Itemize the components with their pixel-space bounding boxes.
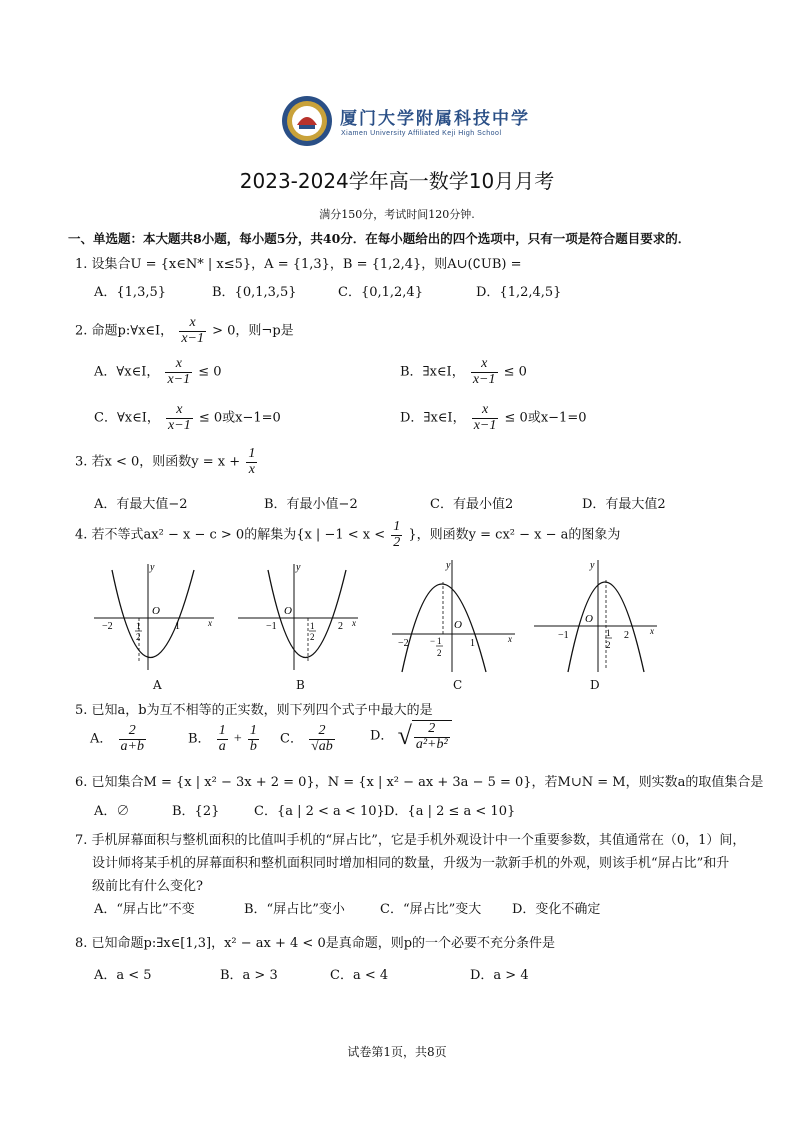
fraction-denominator: 2 <box>393 534 401 550</box>
fraction-numerator: 1 <box>248 446 256 461</box>
question-number: 1. <box>75 257 88 272</box>
question-number: 3. <box>75 454 88 470</box>
svg-text:O: O <box>585 613 593 625</box>
fraction-denominator: x−1 <box>472 371 496 387</box>
option-a: A．“屏占比”不变 <box>94 902 195 917</box>
svg-text:2: 2 <box>624 630 629 641</box>
option-c: C．a < 4 <box>330 968 389 983</box>
section-heading: 一、单选题：本大题共8小题，每小题5分，共40分．在每小题给出的四个选项中，只有一项是符合题目要求的． <box>68 231 691 246</box>
graph-b <box>236 560 366 675</box>
svg-text:x: x <box>508 634 512 644</box>
option-b: B．“屏占比”变小 <box>244 902 345 917</box>
fraction-denominator: x−1 <box>168 417 191 433</box>
option-b: B．{0,1,3,5} <box>212 285 297 300</box>
option-label: C．∀x∈I， <box>94 410 160 426</box>
graph-label-b: B <box>296 678 305 692</box>
svg-text:O: O <box>152 605 160 617</box>
fraction <box>309 724 335 754</box>
fraction-denominator: x−1 <box>167 371 191 387</box>
graph-a <box>92 560 222 675</box>
option-d: D．有最大值2 <box>582 497 666 512</box>
svg-text:−2: −2 <box>398 638 409 649</box>
sqrt-content <box>412 720 452 752</box>
option-c: C．{a | 2 < a < 10} <box>254 804 385 819</box>
svg-text:1: 1 <box>136 621 141 631</box>
question-stem-suffix: }，则函数y = cx² − x − a的图象为 <box>408 527 621 543</box>
sqrt-sign: √ <box>397 721 412 751</box>
question-5 <box>75 699 433 718</box>
option-label: D．∃x∈I， <box>400 410 466 426</box>
fraction-numerator: 1 <box>249 723 257 738</box>
fraction-numerator: x <box>179 316 206 332</box>
svg-text:2: 2 <box>606 640 611 650</box>
question-number: 2. <box>75 323 88 339</box>
option-c: C．有最小值2 <box>430 497 514 512</box>
svg-text:1: 1 <box>437 636 442 646</box>
svg-text:y: y <box>590 560 595 571</box>
svg-text:1: 1 <box>175 621 180 632</box>
fraction <box>165 357 192 387</box>
fraction-numerator: x <box>471 357 498 373</box>
option-a <box>94 357 222 387</box>
fraction-denominator: x−1 <box>181 330 204 346</box>
exam-info: 满分150分，考试时间120分钟. <box>319 208 475 221</box>
fraction-numerator: x <box>166 403 193 419</box>
svg-text:x: x <box>208 618 212 628</box>
option-c <box>280 724 337 754</box>
fraction-numerator: x <box>165 357 192 373</box>
question-8 <box>75 932 555 951</box>
option-b <box>400 357 527 387</box>
fraction <box>179 316 206 346</box>
graph-label-d: D <box>590 678 600 692</box>
svg-text:2: 2 <box>437 648 442 658</box>
fraction <box>166 403 193 433</box>
svg-text:y: y <box>446 560 451 571</box>
option-label: D． <box>370 728 394 744</box>
question-number: 7. <box>75 833 88 848</box>
option-b <box>188 724 261 754</box>
option-label: A． <box>90 731 113 747</box>
option-suffix: ≤ 0 <box>503 364 527 380</box>
svg-text:O: O <box>454 619 462 631</box>
option-d: D．{a | 2 ≤ a < 10} <box>384 804 516 819</box>
svg-text:1: 1 <box>470 638 475 649</box>
fraction <box>472 403 499 433</box>
question-number: 5. <box>75 703 88 718</box>
option-b: B．a > 3 <box>220 968 278 983</box>
question-1 <box>75 253 522 272</box>
question-number: 8. <box>75 936 88 951</box>
question-stem-prefix: 若不等式ax² − x − c > 0的解集为{x | −1 < x < <box>91 527 386 543</box>
option-label: B． <box>188 731 211 747</box>
fraction <box>119 724 146 754</box>
fraction-numerator: 1 <box>218 723 226 738</box>
option-d: D．{1,2,4,5} <box>476 285 562 300</box>
question-stem: 已知集合M = {x | x² − 3x + 2 = 0}，N = {x | x² − ax + 3a − 5 = 0}，若M∪N = M，则实数a的取值集合是 <box>91 775 764 790</box>
option-label: A．∀x∈I， <box>94 364 160 380</box>
option-a: A．{1,3,5} <box>94 285 167 300</box>
option-d: D．变化不确定 <box>512 902 601 917</box>
school-logo <box>281 95 333 147</box>
svg-text:x: x <box>352 618 356 628</box>
option-label: C． <box>280 731 303 747</box>
question-stem-line-1: 手机屏幕面积与整机面积的比值叫手机的“屏占比”，它是手机外观设计中一个重要参数，其值通常在（0，1）间， <box>91 833 746 848</box>
svg-text:−: − <box>430 636 436 646</box>
question-stem-line-3: 级前比有什么变化? <box>92 879 203 894</box>
fraction <box>246 447 257 477</box>
fraction-denominator: x−1 <box>473 417 497 433</box>
option-suffix: ≤ 0或x−1=0 <box>198 410 281 426</box>
svg-text:1: 1 <box>606 628 611 638</box>
fraction-denominator: √ab <box>311 738 333 754</box>
fraction-numerator: 1 <box>393 519 401 534</box>
option-c: C．“屏占比”变大 <box>380 902 482 917</box>
svg-text:y: y <box>150 562 155 573</box>
option-b: B．{2} <box>172 804 220 819</box>
fraction-numerator: 2 <box>414 722 450 738</box>
fraction-numerator: 2 <box>309 724 335 740</box>
option-label: B．∃x∈I， <box>400 364 465 380</box>
question-number: 6. <box>75 775 88 790</box>
fraction <box>414 722 450 752</box>
option-b: B．有最小值−2 <box>264 497 358 512</box>
question-stem: 已知命题p:∃x∈[1,3]，x² − ax + 4 < 0是真命题，则p的一个必要不充分条件是 <box>91 936 556 951</box>
school-name-en: Xiamen University Affiliated Keji High School <box>341 130 502 137</box>
question-7 <box>75 829 745 848</box>
svg-text:1: 1 <box>310 621 315 631</box>
svg-text:−1: −1 <box>558 630 569 641</box>
fraction-numerator: x <box>472 403 499 419</box>
plus-sign: + <box>233 731 242 747</box>
fraction <box>217 724 228 754</box>
option-suffix: ≤ 0或x−1=0 <box>504 410 587 426</box>
svg-text:O: O <box>284 605 292 617</box>
question-stem-line-2: 设计师将某手机的屏幕面积和整机面积同时增加相同的数量，升级为一款新手机的外观，则该手机“屏占比”和升 <box>92 856 730 871</box>
exam-title: 2023-2024学年高一数学10月月考 <box>239 169 555 193</box>
school-name: 厦门大学附属科技中学 <box>340 109 530 129</box>
svg-text:2: 2 <box>310 632 315 642</box>
question-stem: 设集合U = {x∈N* | x≤5}，A = {1,3}，B = {1,2,4}，则A∪(∁UB) = <box>91 257 522 272</box>
option-a: A．a < 5 <box>94 968 152 983</box>
option-a: A．有最大值−2 <box>94 497 188 512</box>
svg-text:−2: −2 <box>102 621 113 632</box>
fraction-denominator: a+b <box>120 738 144 754</box>
option-d: D．a > 4 <box>470 968 529 983</box>
graph-c <box>390 556 525 676</box>
option-d <box>370 720 452 752</box>
graph-label-a: A <box>153 678 162 692</box>
school-seal-icon <box>281 95 333 147</box>
option-a <box>90 724 148 754</box>
option-c: C．{0,1,2,4} <box>338 285 423 300</box>
fraction-denominator: x <box>248 461 255 477</box>
svg-text:−1: −1 <box>266 621 277 632</box>
question-4 <box>75 520 620 550</box>
fraction-numerator: 2 <box>119 724 146 740</box>
question-6 <box>75 771 763 790</box>
question-3 <box>75 447 259 477</box>
question-number: 4. <box>75 527 88 543</box>
option-a: A．∅ <box>94 804 130 819</box>
fraction-denominator: b <box>249 738 257 754</box>
fraction <box>248 724 259 754</box>
graph-d <box>532 556 667 676</box>
svg-text:2: 2 <box>136 632 141 642</box>
question-2 <box>75 316 294 346</box>
question-stem-suffix: > 0，则¬p是 <box>212 323 294 339</box>
question-stem: 已知a，b为互不相等的正实数，则下列四个式子中最大的是 <box>91 703 433 718</box>
svg-text:y: y <box>296 562 301 573</box>
question-stem-prefix: 若x < 0，则函数y = x + <box>91 454 241 470</box>
fraction <box>471 357 498 387</box>
question-stem-prefix: 命题p:∀x∈I， <box>91 323 174 339</box>
page-footer: 试卷第1页，共8页 <box>347 1045 447 1059</box>
option-d <box>400 403 587 433</box>
option-suffix: ≤ 0 <box>198 364 222 380</box>
fraction-denominator: a²+b² <box>415 736 448 752</box>
graph-label-c: C <box>453 678 463 692</box>
svg-text:x: x <box>650 626 654 636</box>
fraction <box>391 520 402 550</box>
option-c <box>94 403 281 433</box>
fraction-denominator: a <box>218 738 226 754</box>
svg-text:2: 2 <box>338 621 343 632</box>
